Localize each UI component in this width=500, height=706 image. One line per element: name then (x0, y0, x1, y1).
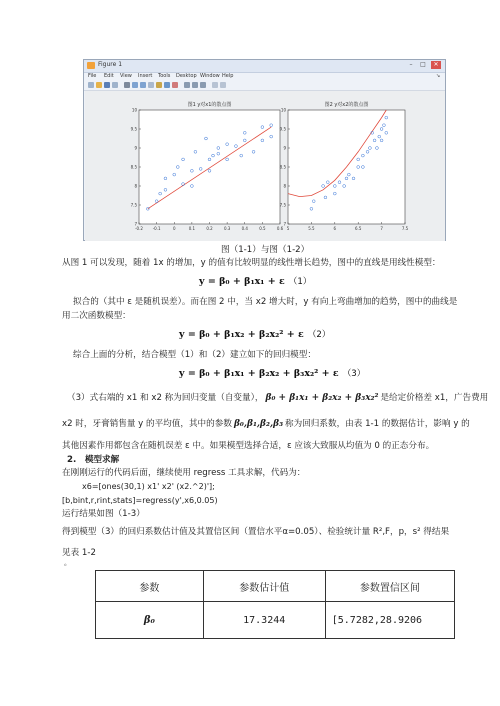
close-button[interactable]: ✕ (431, 61, 441, 69)
paragraph-5-end: 称为回归系数，由表 1-1 的数据估计，影响 y 的 (285, 419, 470, 429)
y-tick-label: 8 (134, 183, 137, 189)
plot-area (85, 91, 445, 241)
menu-help[interactable]: Help (222, 73, 234, 79)
code-line-1: x6=[ones(30,1) x1' x2' (x2.^2)']; (82, 482, 215, 491)
y-tick-label: 7.5 (130, 202, 137, 208)
x-tick-label: -0.1 (152, 226, 161, 231)
x-tick-label: 7.5 (401, 226, 409, 231)
print-icon[interactable] (112, 82, 118, 88)
table-cell-interval: [5.7282,28.9206 (325, 602, 454, 639)
y-tick-label: 8 (283, 183, 286, 189)
equation-2-body: y = β₀ + β₁x₁ + β₂x₂ + β₃x₂² + ε (179, 368, 339, 379)
equation-1-number: （2） (307, 330, 331, 340)
figure-window (83, 59, 446, 241)
maximize-button[interactable]: □ (420, 61, 426, 68)
minimize-button[interactable]: – (409, 61, 413, 68)
y-tick-label: 10 (280, 107, 286, 113)
menu-file[interactable]: File (88, 73, 97, 79)
y-tick-label: 9 (134, 145, 137, 151)
paragraph-4-formula: β₀ + β₁x₁ + β₂x₂ + β₃x₂² (265, 393, 379, 403)
table-cell-estimate: 17.3244 (203, 602, 325, 639)
table-cell-param: β₀ (96, 602, 204, 639)
x-tick-label: 0.4 (241, 226, 248, 231)
x-tick-label: 0.1 (188, 226, 196, 231)
x-tick-label: 0.3 (223, 226, 231, 231)
x-tick-label: 0.2 (206, 226, 213, 231)
paragraph-8: 运行结果如图（1-3） (62, 509, 145, 519)
paragraph-2a: 拟合的（其中 ε 是随机误差）。而在图 2 中，当 x2 增大时，y 有向上弯曲增加的趋势，图中的曲线是 (73, 297, 458, 307)
menu-desktop[interactable]: Desktop (176, 73, 197, 79)
x-tick-label: 6 (333, 226, 337, 231)
section-heading: 2. 模型求解 (67, 455, 120, 465)
stray-mark: 。 (64, 559, 71, 567)
paragraph-2b: 用二次函数模型： (62, 311, 131, 321)
y-tick-label: 10 (131, 107, 137, 113)
x-tick-label: 7 (380, 226, 383, 231)
link-icon[interactable] (184, 82, 190, 88)
y-tick-label: 9.5 (130, 126, 137, 132)
equation-0-number: （1） (288, 277, 312, 287)
rotate-icon[interactable] (156, 82, 162, 88)
new-figure-icon[interactable] (88, 82, 94, 88)
y-tick-label: 8.5 (279, 164, 286, 170)
y-tick-label: 9.5 (279, 126, 286, 132)
show-plot-tools-icon[interactable] (220, 82, 226, 88)
table-header-row (96, 571, 455, 602)
code-line-2: [b,bint,r,rint,stats]=regress(y',x6,0.05) (62, 496, 218, 505)
y-tick-label: 7 (283, 221, 286, 227)
paragraph-5-start: x2 时，牙膏销售量 y 的平均值，其中的参数 (62, 419, 232, 429)
y-tick-label: 8.5 (130, 164, 137, 170)
figure-menubar (84, 72, 445, 81)
paragraph-7: 在刚刚运行的代码后面，继续使用 regress 工具求解，代码为： (62, 468, 306, 478)
scatter-plots-svg (85, 91, 445, 241)
figure-toolbar (84, 81, 445, 91)
x-tick-label: 0.6 (276, 226, 284, 231)
pan-icon[interactable] (148, 82, 154, 88)
pointer-icon[interactable] (124, 82, 130, 88)
table-row (96, 602, 455, 639)
y-tick-label: 7.5 (279, 202, 286, 208)
paragraph-4-start: （3）式右端的 x1 和 x2 称为回归变量（自变量）， (67, 393, 264, 403)
equation-1 (179, 328, 330, 340)
plot-1-axes (139, 110, 280, 224)
paragraph-4-end: 是给定价格差 x1，广告费用 (380, 393, 489, 403)
brush-icon[interactable] (172, 82, 178, 88)
table-header-cell: 参数置信区间 (325, 571, 454, 602)
menu-tools[interactable]: Tools (158, 73, 171, 79)
x-tick-label: 0.5 (259, 226, 266, 231)
hide-plot-tools-icon[interactable] (212, 82, 218, 88)
legend-icon[interactable] (200, 82, 206, 88)
paragraph-10: 见表 1-2 (62, 548, 96, 558)
data-cursor-icon[interactable] (164, 82, 170, 88)
paragraph-1: 从图 1 可以发现，随着 1x 的增加，y 的值有比较明显的线性增长趋势，图中的直线是用线性模型： (62, 258, 441, 268)
x-tick-label: -0.2 (135, 226, 143, 231)
menu-insert[interactable]: Insert (138, 73, 153, 79)
plot-1-title: 图1 y对x1的散点图 (187, 102, 232, 108)
equation-2-number: （3） (342, 369, 366, 379)
y-tick-label: 7 (134, 221, 137, 227)
equation-0 (199, 275, 311, 287)
equation-2 (179, 367, 365, 379)
menu-view[interactable]: View (120, 73, 132, 79)
x-tick-label: 6.5 (355, 226, 362, 231)
colorbar-icon[interactable] (192, 82, 198, 88)
save-icon[interactable] (104, 82, 110, 88)
menu-edit[interactable]: Edit (104, 73, 114, 79)
x-tick-label: 5 (286, 226, 290, 231)
paragraph-3: 综合上面的分析，结合模型（1）和（2）建立如下的回归模型： (73, 350, 316, 360)
zoom-in-icon[interactable] (132, 82, 138, 88)
equation-1-body: y = β₀ + β₁x₂ + β₂x₂² + ε (179, 329, 304, 340)
paragraph-5 (62, 418, 470, 430)
y-tick-label: 9 (283, 145, 286, 151)
zoom-out-icon[interactable] (140, 82, 146, 88)
menu-window[interactable]: Window (200, 73, 220, 79)
table-header-cell: 参数估计值 (203, 571, 325, 602)
paragraph-6: 其他因素作用都包含在随机误差 ε 中。如果模型选择合适，ε 应该大致服从均值为 0 的正态分布。 (62, 441, 435, 451)
x-tick-label: 5.5 (308, 226, 315, 231)
results-table (95, 570, 455, 639)
figure-window-title: Figure 1 (98, 61, 123, 68)
paragraph-5-params: β₀,β₁,β₂,β₃ (233, 419, 284, 429)
plot-2-title: 图2 y对x2的散点图 (324, 102, 369, 108)
paragraph-9: 得到模型（3）的回归系数估计值及其置信区间（置信水平α=0.05）、检验统计量 R²,F，p，s² 得结果 (62, 527, 450, 537)
table-header-cell: 参数 (96, 571, 204, 602)
matlab-figure-icon (87, 62, 95, 69)
paragraph-4 (67, 392, 488, 404)
equation-0-body: y = β₀ + β₁x₁ + ε (199, 276, 285, 287)
open-file-icon[interactable] (96, 82, 102, 88)
menubar-arrow-icon[interactable]: ↘ (436, 73, 441, 79)
x-tick-label: 0 (172, 226, 176, 231)
figure-caption: 图（1-1）与图（1-2） (221, 245, 310, 255)
